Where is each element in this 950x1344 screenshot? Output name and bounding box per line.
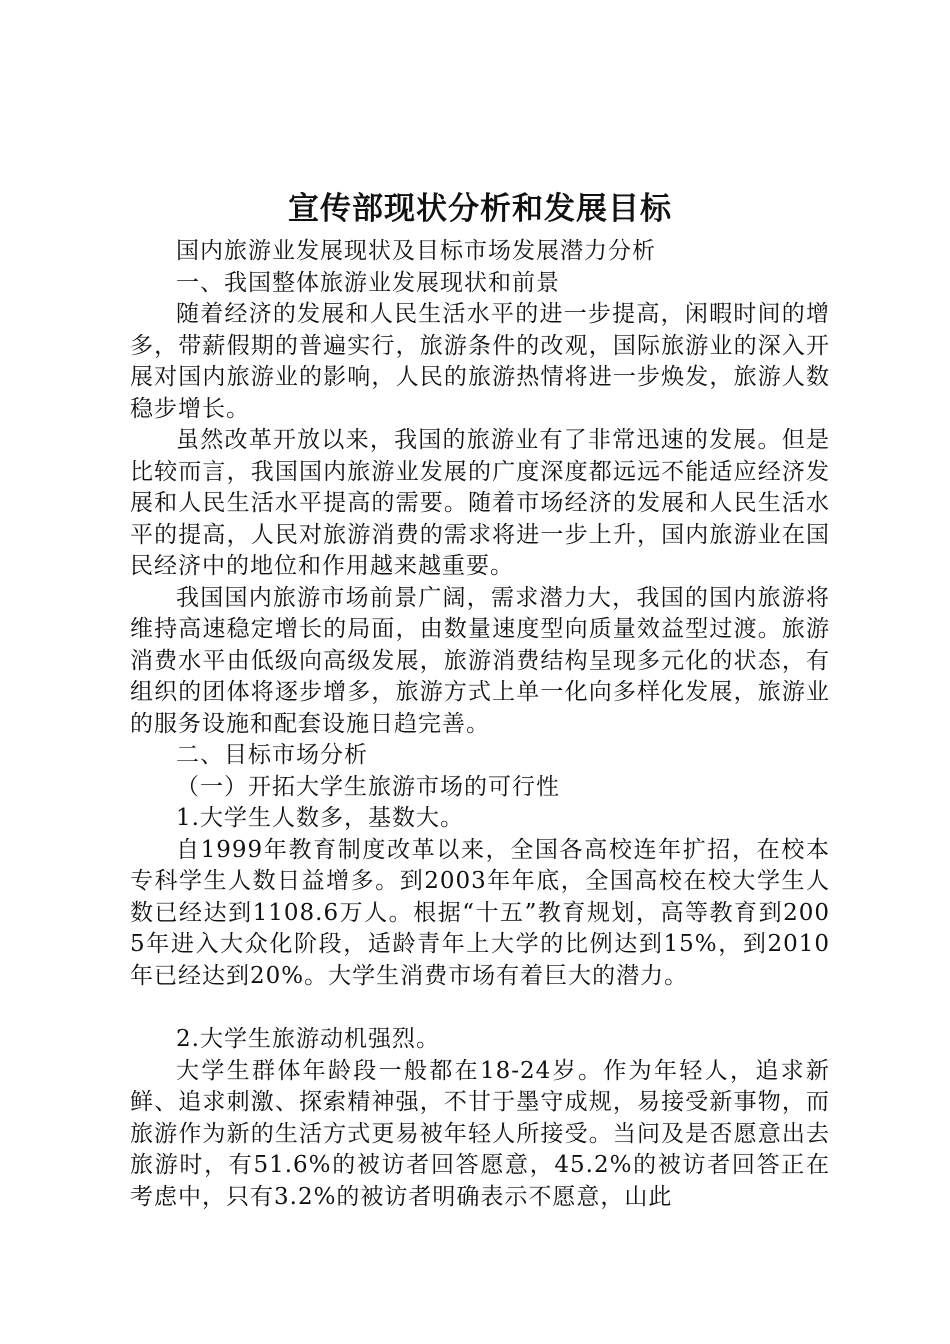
document-title: 宣传部现状分析和发展目标 [288,191,672,227]
paragraph-subtitle: 国内旅游业发展现状及目标市场发展潜力分析 [176,238,656,264]
paragraph: 我国国内旅游市场前景广阔，需求潜力大，我国的国内旅游将维持高速稳定增长的局面，由数量速度型向质量效益型过渡。旅游消费水平由低级向高级发展，旅游消费结构呈现多元化的状态，有组织的团体将逐步增多，旅游方式上单一化向多样化发展，旅游业的服务设施和配套设施日趋完善。 [130,584,830,737]
paragraph: 自1999年教育制度改革以来，全国各高校连年扩招，在校本专科学生人数日益增多。到2003年年底，全国高校在校大学生人数已经达到1108.6万人。根据“十五”教育规划，高等教育到2005年进入大众化阶段，适龄青年上大学的比例达到15%，到2010年已经达到20%。大学生消费市场有着巨大的潜力。 [130,836,830,989]
list-item-heading: 1.大学生人数多，基数大。 [176,805,464,831]
section-heading-1: 一、我国整体旅游业发展现状和前景 [176,269,560,296]
document-page [130,188,830,1213]
paragraph: 随着经济的发展和人民生活水平的进一步提高，闲暇时间的增多，带薪假期的普遍实行，旅游条件的改观，国际旅游业的深入开展对国内旅游业的影响，人民的旅游热情将进一步焕发，旅游人数稳步增长。 [130,301,830,422]
blank-line [130,992,830,1024]
section-heading-2: 二、目标市场分析 [176,742,368,768]
subsection-heading: （一）开拓大学生旅游市场的可行性 [176,773,560,800]
paragraph: 大学生群体年龄段一般都在18-24岁。作为年轻人，追求新鲜、追求刺激、探索精神强，不甘于墨守成规，易接受新事物，而旅游作为新的生活方式更易被年轻人所接受。当问及是否愿意出去旅游时，有51.6%的被访者回答愿意，45.2%的被访者回答正在考虑中，只有3.2%的被访者明确表示不愿意，山此 [130,1057,830,1210]
paragraph: 虽然改革开放以来，我国的旅游业有了非常迅速的发展。但是比较而言，我国国内旅游业发展的广度深度都远远不能适应经济发展和人民生活水平提高的需要。随着市场经济的发展和人民生活水平的提高，人民对旅游消费的需求将进一步上升，国内旅游业在国民经济中的地位和作用越来越重要。 [130,427,830,579]
list-item-heading: 2.大学生旅游动机强烈。 [176,1026,440,1052]
